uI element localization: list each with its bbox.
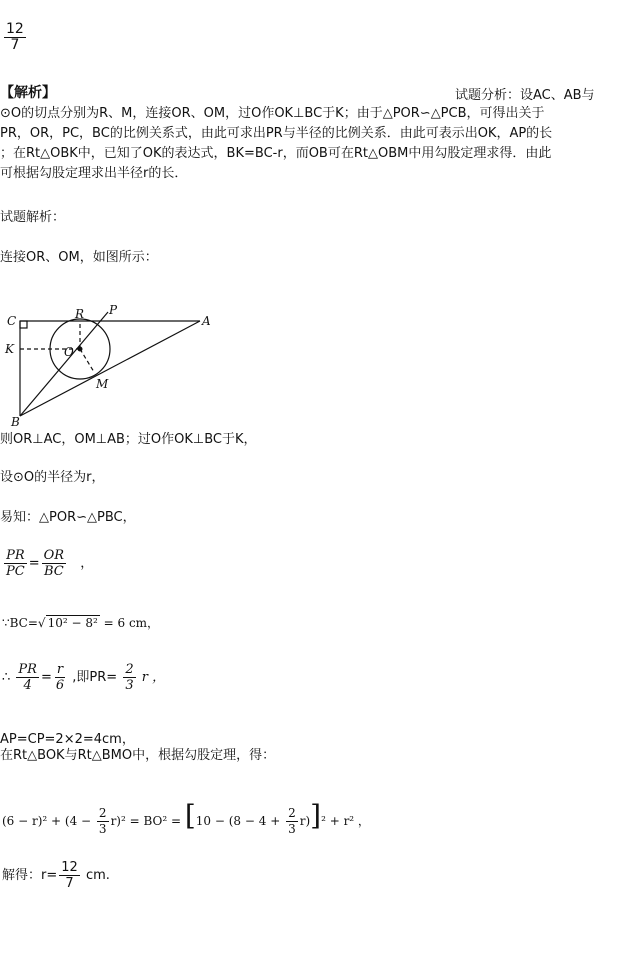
bc-radicand: 10² − 8²	[47, 616, 98, 630]
bc-prefix: ∵BC=	[2, 616, 38, 630]
therefore-den-1: 4	[23, 678, 32, 693]
top-fraction	[2, 22, 28, 53]
rt-line: 在Rt△BOK与Rt△BMO中，根据勾股定理，得：	[0, 748, 276, 763]
therefore-mid: ,即PR=	[72, 670, 118, 685]
eq-inner: 10 − (8 − 4 +	[195, 814, 285, 828]
eq-right: ² + r² ，	[321, 814, 370, 828]
analysis-line: 可根据勾股定理求出半径r的长．	[0, 166, 188, 181]
line-then: 则OR⊥AC，OM⊥AB；过O作OK⊥BC于K，	[0, 432, 257, 447]
eq-frac-den: 3	[98, 822, 107, 836]
eq-inner-frac-den: 3	[288, 822, 296, 836]
bc-line: ∵BC=√ 10² − 8² = 6 cm，	[2, 616, 160, 630]
solution-label: 试题解析：	[0, 210, 66, 225]
therefore-den-2: 6	[55, 678, 65, 693]
answer-num: 12	[61, 860, 78, 875]
segment-ba	[20, 321, 200, 416]
ratio-den-1: PC	[6, 564, 25, 579]
eq-left: (6 − r)² + (4 −	[2, 814, 95, 828]
therefore-tail: r ，	[141, 670, 166, 685]
ratio-num-2: OR	[43, 548, 65, 563]
therefore-prefix: ∴	[2, 670, 11, 685]
label-b: B	[11, 415, 20, 428]
ap-line: AP=CP=2×2=4cm，	[0, 732, 135, 747]
ratio-num-1: PR	[6, 548, 25, 563]
label-p: P	[109, 303, 118, 317]
label-r: R	[75, 307, 85, 321]
geometry-figure	[0, 300, 230, 428]
top-fraction-num: 12	[6, 21, 24, 37]
answer-line	[2, 860, 110, 891]
ratio-den-2: BC	[43, 564, 64, 579]
ratio-tail: ，	[80, 556, 94, 571]
answer-den: 7	[65, 876, 74, 891]
label-c: C	[7, 314, 17, 328]
top-fraction-den: 7	[10, 37, 20, 53]
eq-inner-frac-num: 2	[288, 806, 296, 820]
segment-bp	[20, 312, 108, 416]
line-similar: 易知：△POR∽△PBC，	[0, 510, 136, 525]
label-m: M	[96, 377, 109, 391]
answer-unit: cm.	[85, 868, 110, 883]
pythagoras-equation: (6 − r)² + (4 − $\frac{2}{3}$ r)² = BO² = [10 − (8 − 4 + $\frac{2}{3}$ r)]² + r² ，	[2, 799, 370, 836]
connect-text: 连接OR、OM，如图所示：	[0, 250, 158, 265]
label-o: O	[64, 345, 74, 359]
analysis-line: ；在Rt△OBK中，已知了OK的表达式，BK=BC-r，而OB可在Rt△OBM中用勾股定理求得．由此	[0, 146, 552, 161]
analysis-line: ⊙O的切点分别为R、M，连接OR、OM，过O作OK⊥BC于K；由于△POR∽△PCB，可得出关于	[0, 106, 545, 121]
eq-frac-num: 2	[98, 806, 107, 820]
therefore-num-1: PR	[18, 662, 37, 677]
analysis-label: 【解析】	[0, 85, 56, 101]
therefore-line: ∴ $\frac{PR}{4}$ = $\frac{r}{6}$ ,即PR= $\frac{2}{3}$ r ，	[2, 662, 166, 693]
bc-result: = 6 cm，	[103, 616, 160, 630]
analysis-line: PR，OR，PC，BC的比例关系式，由此可求出PR与半径的比例关系．由此可表示出OK，AP的长	[0, 126, 553, 141]
therefore-den-3: 3	[125, 678, 134, 693]
segment-om	[80, 349, 94, 372]
line-radius: 设⊙O的半径为r，	[0, 470, 105, 485]
eq-mid: r)² = BO² =	[110, 814, 185, 828]
right-angle-mark	[20, 321, 27, 328]
label-k: K	[5, 342, 14, 356]
eq-inner-tail: r)	[299, 814, 311, 828]
label-a: A	[202, 314, 211, 328]
analysis-paragraph	[0, 104, 625, 184]
analysis-right: 试题分析：设AC、AB与	[455, 88, 595, 103]
therefore-num-3: 2	[125, 662, 134, 677]
answer-prefix: 解得：r=	[2, 868, 58, 883]
ratio-equation: $\frac{PR}{PC}$ = $\frac{OR}{BC}$ ，	[6, 548, 94, 579]
center-dot	[78, 347, 83, 352]
therefore-num-2: r	[56, 662, 64, 677]
